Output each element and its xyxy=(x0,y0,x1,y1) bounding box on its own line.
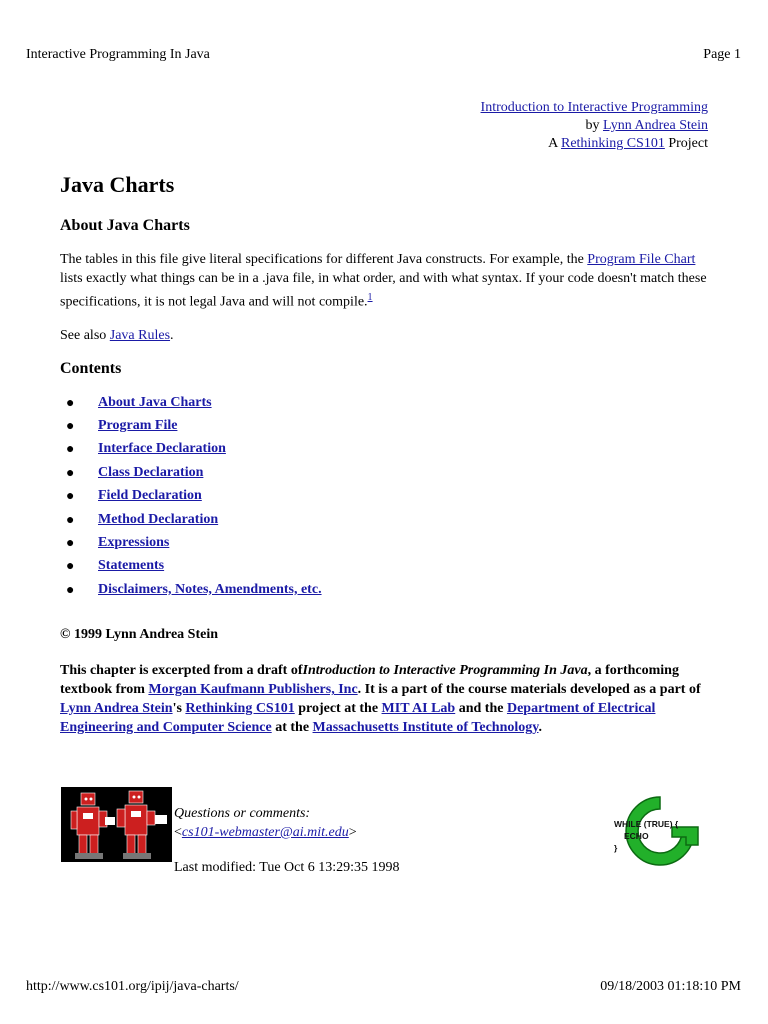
list-item xyxy=(66,580,710,603)
excerpt-paragraph xyxy=(60,661,710,737)
while-true-echo-logo[interactable] xyxy=(612,787,708,877)
list-item xyxy=(66,439,710,462)
print-header-title: Interactive Programming In Java xyxy=(26,47,210,62)
list-item xyxy=(66,393,710,416)
excerpt-text: , a forthcoming textbook from xyxy=(60,663,679,698)
excerpt-text: at the xyxy=(271,720,313,736)
print-footer-url: http://www.cs101.org/ipij/java-charts/ xyxy=(26,979,239,994)
webmaster-email-link[interactable] xyxy=(182,825,349,840)
logo-line-1: WHILE (TRUE) { xyxy=(614,819,679,829)
publisher-link[interactable]: Morgan Kaufmann Publishers, Inc xyxy=(148,682,358,698)
project-suffix: Project xyxy=(664,136,708,151)
book-title: Introduction to Interactive Programming In Java xyxy=(302,663,588,679)
eecs-link[interactable]: Department of Electrical Engineering and Computer Science xyxy=(60,701,656,736)
toc-link[interactable]: Class Declaration xyxy=(98,464,204,480)
project-link[interactable]: Rethinking CS101 xyxy=(560,136,665,151)
print-footer-date: 09/18/2003 01:18:10 PM xyxy=(600,979,741,994)
project-link[interactable]: Rethinking CS101 xyxy=(185,701,295,717)
questions-text: Questions or comments: xyxy=(174,806,311,821)
excerpt-text: and the xyxy=(455,701,507,717)
lt-text: < xyxy=(174,825,182,840)
list-item xyxy=(66,533,710,556)
toc-link[interactable]: Statements xyxy=(98,558,165,574)
print-header-page: Page 1 xyxy=(703,47,741,62)
about-heading: About Java Charts xyxy=(60,217,190,234)
bullet-icon: ● xyxy=(66,465,75,481)
toc-link[interactable]: Field Declaration xyxy=(98,488,202,504)
robots-image[interactable] xyxy=(61,787,172,862)
excerpt-text: . xyxy=(538,720,542,736)
main-content xyxy=(60,168,710,737)
contents-list xyxy=(60,393,710,604)
mit-link[interactable]: Massachusetts Institute of Technology xyxy=(312,720,539,736)
footnote-link[interactable]: 1 xyxy=(367,292,373,303)
list-item xyxy=(66,486,710,509)
see-also-pre: See also xyxy=(60,327,110,343)
gt-text: > xyxy=(348,825,357,840)
logo-graphic xyxy=(612,787,708,877)
robots-illustration xyxy=(61,787,172,862)
intro-pre: The tables in this file give literal specifications for different Java constructs. For example, the xyxy=(60,252,588,267)
contact-block xyxy=(174,804,357,842)
toc-link[interactable]: Program File xyxy=(98,418,178,434)
bullet-icon: ● xyxy=(66,559,75,575)
excerpt-text: 's xyxy=(172,701,186,717)
intro-paragraph xyxy=(60,250,710,312)
toc-link[interactable]: Expressions xyxy=(98,535,170,550)
see-also xyxy=(60,326,710,345)
excerpt-text: . It is a part of the course materials developed as a part of xyxy=(357,682,701,698)
toc-link[interactable]: Disclaimers, Notes, Amendments, etc. xyxy=(98,581,322,597)
list-item xyxy=(66,416,710,439)
last-modified: Last modified: Tue Oct 6 13:29:35 1998 xyxy=(174,860,400,875)
bullet-icon: ● xyxy=(66,442,75,458)
book-link[interactable]: Introduction to Interactive Programming xyxy=(480,100,708,115)
bullet-icon: ● xyxy=(66,395,75,411)
program-file-chart-link[interactable]: Program File Chart xyxy=(587,252,696,267)
bullet-icon: ● xyxy=(66,582,75,598)
toc-link[interactable]: Interface Declaration xyxy=(98,441,226,457)
bullet-icon: ● xyxy=(66,489,75,505)
contents-heading: Contents xyxy=(60,359,122,377)
java-rules-link[interactable]: Java Rules xyxy=(109,327,171,343)
attribution xyxy=(481,99,708,153)
intro-post: lists exactly what things can be in a .java file, in what order, and with what syntax. If your code doesn't match these specifications, it is not legal Java and will not compile. xyxy=(60,271,707,310)
a-text: A xyxy=(548,136,561,151)
see-also-post: . xyxy=(170,327,174,343)
copyright: © 1999 Lynn Andrea Stein xyxy=(60,627,219,643)
toc-link[interactable]: About Java Charts xyxy=(98,394,212,410)
logo-line-3: } xyxy=(614,843,618,853)
bullet-icon: ● xyxy=(66,512,75,528)
logo-line-2: ECHO xyxy=(624,831,649,841)
excerpt-text: project at the xyxy=(294,701,382,717)
by-text: by xyxy=(585,118,603,133)
page-title: Java Charts xyxy=(60,172,175,197)
list-item xyxy=(66,510,710,533)
toc-link[interactable]: Method Declaration xyxy=(98,511,219,527)
webmaster-email-text: cs101-webmaster@ai.mit.edu xyxy=(181,825,349,840)
author-link[interactable]: Lynn Andrea Stein xyxy=(60,701,173,717)
author-link[interactable]: Lynn Andrea Stein xyxy=(603,118,708,133)
list-item xyxy=(66,463,710,486)
bullet-icon: ● xyxy=(66,536,75,551)
ai-lab-link[interactable]: MIT AI Lab xyxy=(381,701,456,717)
list-item xyxy=(66,556,710,579)
bullet-icon: ● xyxy=(66,419,75,435)
excerpt-text: This chapter is excerpted from a draft of xyxy=(60,663,303,679)
